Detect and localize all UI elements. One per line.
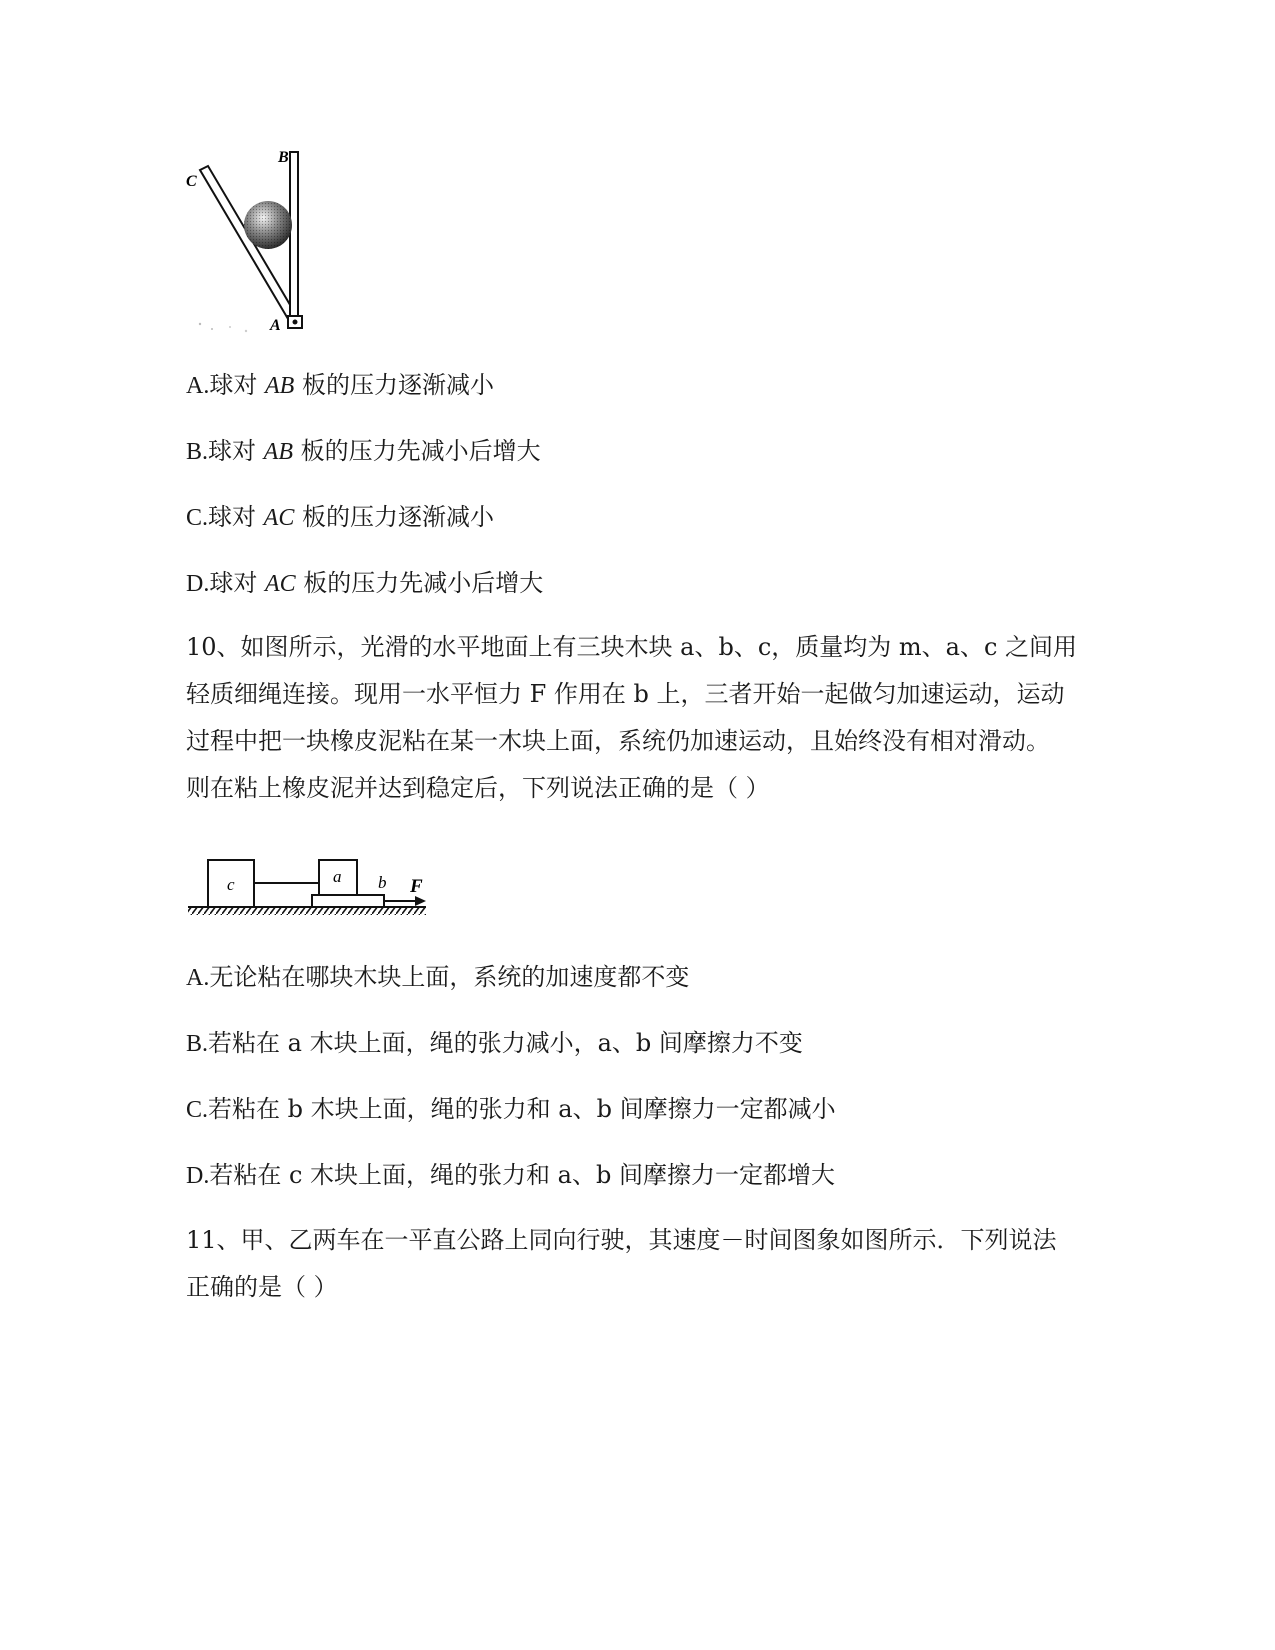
q10-option-c: C.若粘在 b 木块上面，绳的张力和 a、b 间摩擦力一定都减小 [186,1095,836,1123]
q9-option-b: B.球对 AB 板的压力先减小后增大 [186,437,541,465]
label-b: B [278,149,289,166]
q10-stem-line: 过程中把一块橡皮泥粘在某一木块上面，系统仍加速运动，且始终没有相对滑动。 [186,727,1050,755]
q10-option-d: D.若粘在 c 木块上面，绳的张力和 a、b 间摩擦力一定都增大 [186,1161,835,1189]
board-ab [290,152,298,322]
label-a: a [333,867,342,886]
q10-stem-line: 10、如图所示，光滑的水平地面上有三块木块 a、b、c，质量均为 m、a、c 之间用 [186,633,1078,661]
q10-option-a: A.无论粘在哪块木块上面，系统的加速度都不变 [186,963,690,991]
board-ac [200,166,299,324]
q11-stem-line: 正确的是（ ） [186,1273,338,1301]
label-b: b [378,873,387,892]
ball-between-boards-figure [186,148,326,348]
q10-stem-line: 则在粘上橡皮泥并达到稳定后，下列说法正确的是（ ） [186,774,770,802]
q9-option-c: C.球对 AC 板的压力逐渐减小 [186,503,494,531]
q10-stem-line: 轻质细绳连接。现用一水平恒力 F 作用在 b 上，三者开始一起做匀加速运动，运动 [186,680,1065,708]
label-a: A [270,317,281,334]
label-c: C [186,173,197,190]
label-c: c [227,875,235,894]
ground-hatch [188,907,426,915]
q10-stem [186,624,1086,812]
q11-stem [186,1217,1086,1311]
blocks-figure [186,850,436,920]
q10-option-b: B.若粘在 a 木块上面，绳的张力减小，a、b 间摩擦力不变 [186,1029,803,1057]
q9-option-d: D.球对 AC 板的压力先减小后增大 [186,569,544,597]
label-f: F [410,876,423,897]
q11-stem-line: 11、甲、乙两车在一平直公路上同向行驶，其速度－时间图象如图所示．下列说法 [186,1226,1057,1254]
q9-option-a: A.球对 AB 板的压力逐渐减小 [186,371,494,399]
block-b [312,895,384,907]
